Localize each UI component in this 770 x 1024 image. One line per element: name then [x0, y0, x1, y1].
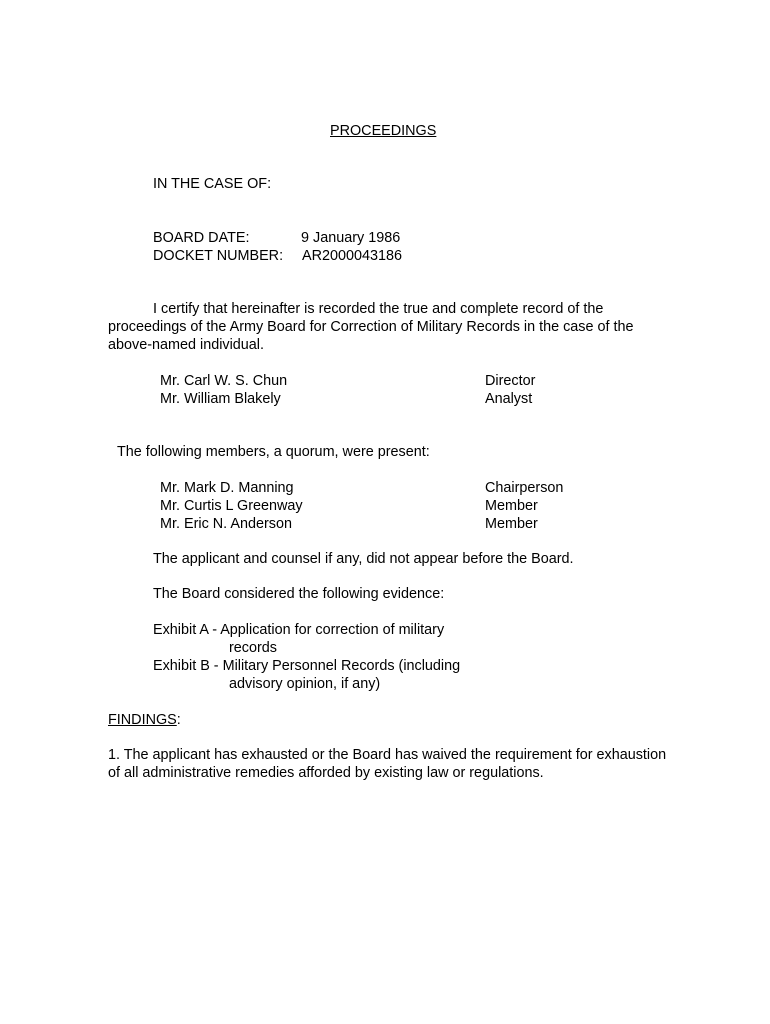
certification-paragraph	[108, 300, 668, 354]
member-name: Mr. Eric N. Anderson	[160, 516, 292, 532]
staff-name: Mr. William Blakely	[160, 391, 281, 407]
findings-heading-colon: :	[176, 712, 181, 728]
exhibit-b-line: Exhibit B - Military Personnel Records (including	[153, 658, 461, 674]
exhibit-b-continuation: advisory opinion, if any)	[229, 676, 381, 692]
docket-number-label: DOCKET NUMBER:	[153, 248, 284, 264]
evidence-statement: The Board considered the following evidence:	[153, 586, 445, 602]
member-role: Member	[485, 498, 538, 514]
exhibit-a-line: Exhibit A - Application for correction of military	[153, 622, 445, 638]
docket-number-value: AR2000043186	[302, 248, 403, 264]
findings-heading-text: FINDINGS	[108, 712, 177, 728]
page-title: PROCEEDINGS	[330, 123, 437, 139]
member-name: Mr. Mark D. Manning	[160, 480, 294, 496]
member-role: Member	[485, 516, 538, 532]
board-date-value: 9 January 1986	[301, 230, 401, 246]
board-date-label: BOARD DATE:	[153, 230, 250, 246]
findings-heading	[108, 711, 181, 729]
finding-1: 1. The applicant has exhausted or the Board has waived the requirement for exhaustion of all administrative remedies afforded by existing law or regulations.	[108, 747, 667, 781]
staff-role: Analyst	[485, 391, 533, 407]
case-of-label: IN THE CASE OF:	[153, 176, 272, 192]
quorum-statement: The following members, a quorum, were present:	[117, 444, 430, 460]
staff-name: Mr. Carl W. S. Chun	[160, 373, 288, 389]
staff-role: Director	[485, 373, 536, 389]
certification-text: I certify that hereinafter is recorded the true and complete record of the proceedings of the Army Board for Correction of Military Records in the case of the above-named individual.	[108, 301, 634, 353]
appearance-statement: The applicant and counsel if any, did not appear before the Board.	[153, 551, 574, 567]
member-role: Chairperson	[485, 480, 564, 496]
exhibit-a-continuation: records	[229, 640, 277, 656]
member-name: Mr. Curtis L Greenway	[160, 498, 303, 514]
